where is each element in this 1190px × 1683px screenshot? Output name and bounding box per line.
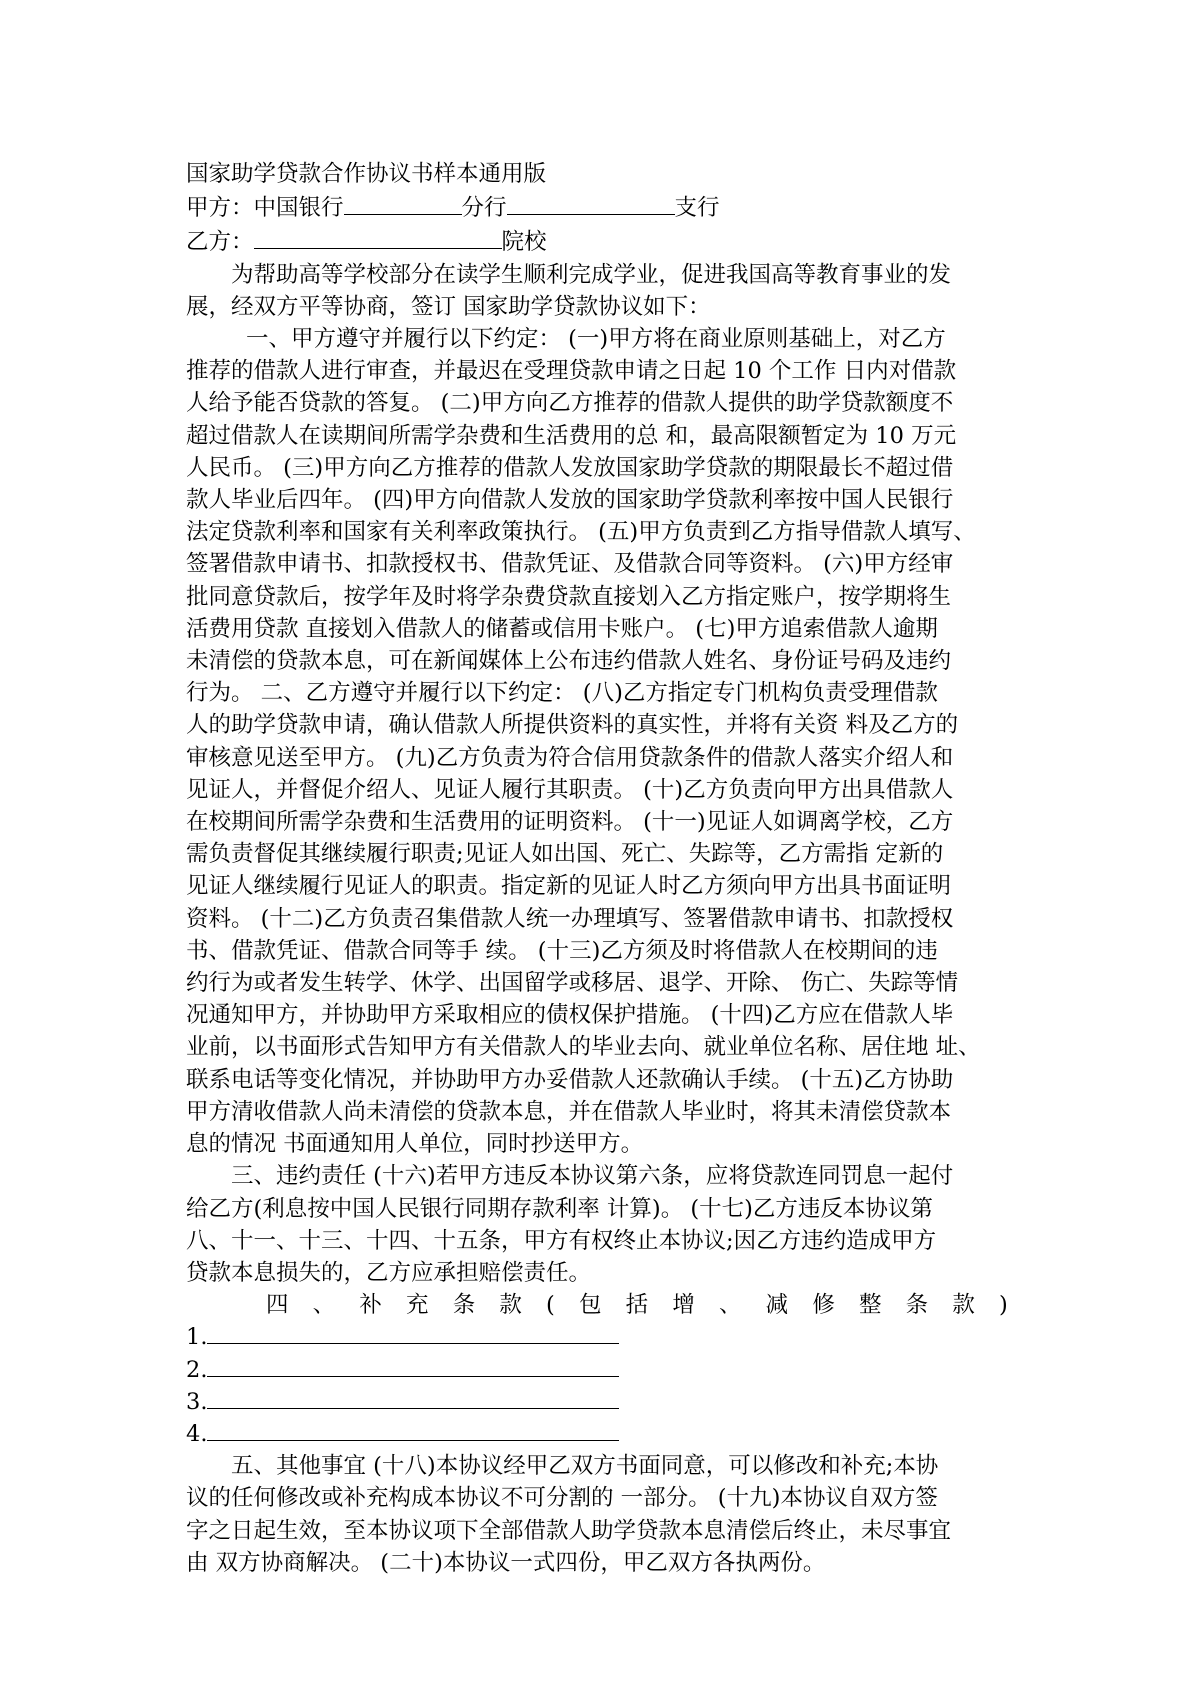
item-blank-line[interactable] xyxy=(207,1418,619,1441)
item-number: 1. xyxy=(186,1324,208,1351)
item-number: 4. xyxy=(186,1420,208,1447)
heading-char: 增 xyxy=(672,1292,695,1319)
section-1-line: 联系电话等变化情况，并协助甲方办妥借款人还款确认手续。 (十五)乙方协助 xyxy=(186,1066,954,1093)
fill-in-item-2[interactable] xyxy=(186,1354,1016,1386)
heading-char: ) xyxy=(999,1292,1008,1319)
section-1-line: 活费用贷款 直接划入借款人的储蓄或信用卡账户。 (七)甲方追索借款人逾期 xyxy=(186,615,938,642)
heading-char: 修 xyxy=(812,1292,835,1319)
fill-in-item-1[interactable] xyxy=(186,1321,1016,1353)
party-b-label: 乙方： xyxy=(186,229,254,256)
heading-char: ( xyxy=(546,1292,555,1319)
heading-char: 条 xyxy=(905,1292,929,1319)
section-1-line: 批同意贷款后，按学年及时将学杂费贷款直接划入乙方指定账户，按学期将生 xyxy=(186,583,952,610)
section-1-paragraph xyxy=(186,323,1016,1160)
party-b-line xyxy=(186,224,1016,258)
section-1-line: 法定贷款利率和国家有关利率政策执行。 (五)甲方负责到乙方指导借款人填写、 xyxy=(186,519,976,546)
heading-char: 减 xyxy=(765,1292,789,1319)
party-a-line xyxy=(186,190,1016,224)
heading-char: 、 xyxy=(718,1292,742,1319)
section-1-line: 人的助学贷款申请，确认借款人所提供资料的真实性，并将有关资 料及乙方的 xyxy=(186,712,959,739)
school-blank xyxy=(254,224,502,249)
intro-paragraph xyxy=(186,259,1016,323)
section-1-line: 需负责督促其继续履行职责;见证人如出国、死亡、失踪等，乙方需指 定新的 xyxy=(186,841,944,868)
heading-char: 整 xyxy=(859,1292,882,1319)
fill-in-item-4[interactable] xyxy=(186,1418,1016,1450)
document-page xyxy=(186,158,1016,1579)
intro-line: 展，经双方平等协商，签订 国家助学贷款协议如下： xyxy=(186,293,711,320)
subbranch-label: 支行 xyxy=(674,195,720,222)
section-1-line: 甲方清收借款人尚未清偿的贷款本息，并在借款人毕业时，将其未清偿贷款本 xyxy=(186,1098,952,1125)
fill-in-item-3[interactable] xyxy=(186,1386,1016,1418)
section-1-line: 息的情况 书面通知用人单位，同时抄送甲方。 xyxy=(186,1131,644,1158)
document-title: 国家助学贷款合作协议书样本通用版 xyxy=(186,161,547,187)
section-1-line: 一、甲方遵守并履行以下约定： (一)甲方将在商业原则基础上，对乙方 xyxy=(246,326,946,353)
section-3-paragraph xyxy=(186,1160,1016,1289)
heading-char: 包 xyxy=(578,1292,602,1319)
section-1-line: 书、借款凭证、借款合同等手 续。 (十三)乙方须及时将借款人在校期间的违 xyxy=(186,937,938,964)
heading-char: 充 xyxy=(406,1292,429,1319)
section-5-line: 议的任何修改或补充构成本协议不可分割的 一部分。 (十九)本协议自双方签 xyxy=(186,1485,938,1512)
section-1-line: 见证人，并督促介绍人、见证人履行其职责。 (十)乙方负责向甲方出具借款人 xyxy=(186,776,954,803)
section-4-items xyxy=(186,1321,1016,1450)
heading-char: 款 xyxy=(499,1292,522,1319)
section-1-line: 况通知甲方，并协助甲方采取相应的债权保护措施。 (十四)乙方应在借款人毕 xyxy=(186,1002,954,1029)
section-3-line: 给乙方(利息按中国人民银行同期存款利率 计算)。 (十七)乙方违反本协议第 xyxy=(186,1195,933,1222)
section-1-line: 约行为或者发生转学、休学、出国留学或移居、退学、开除、 伤亡、失踪等情 xyxy=(186,970,959,997)
section-5-paragraph xyxy=(186,1450,1016,1579)
item-blank-line[interactable] xyxy=(207,1386,619,1409)
section-3-line: 贷款本息损失的，乙方应承担赔偿责任。 xyxy=(186,1259,592,1286)
party-a-label: 甲方：中国银行 xyxy=(186,195,344,222)
heading-char: 款 xyxy=(952,1292,975,1319)
section-1-line: 业前，以书面形式告知甲方有关借款人的毕业去向、就业单位名称、居住地 址、 xyxy=(186,1034,981,1061)
section-1-line: 在校期间所需学杂费和生活费用的证明资料。 (十一)见证人如调离学校，乙方 xyxy=(186,809,954,836)
school-label: 院校 xyxy=(501,229,547,256)
branch-label: 分行 xyxy=(461,195,507,222)
section-4-heading xyxy=(186,1289,1016,1321)
section-1-line: 未清偿的贷款本息，可在新闻媒体上公布违约借款人姓名、身份证号码及违约 xyxy=(186,648,952,675)
section-3-line: 三、违约责任 (十六)若甲方违反本协议第六条，应将贷款连同罚息一起付 xyxy=(231,1163,954,1190)
section-1-line: 资料。 (十二)乙方负责召集借款人统一办理填写、签署借款申请书、扣款授权 xyxy=(186,905,954,932)
section-1-line: 人民币。 (三)甲方向乙方推荐的借款人发放国家助学贷款的期限最长不超过借 xyxy=(186,454,954,481)
item-number: 3. xyxy=(186,1388,208,1415)
item-blank-line[interactable] xyxy=(207,1321,619,1344)
subbranch-blank xyxy=(507,190,675,215)
section-1-line: 签署借款申请书、扣款授权书、借款凭证、及借款合同等资料。 (六)甲方经审 xyxy=(186,551,954,578)
section-1-line: 见证人继续履行见证人的职责。指定新的见证人时乙方须向甲方出具书面证明 xyxy=(186,873,952,900)
heading-char: 括 xyxy=(625,1292,649,1319)
section-1-line: 推荐的借款人进行审查，并最迟在受理贷款申请之日起 10 个工作 日内对借款 xyxy=(186,358,957,385)
section-1-line: 行为。 二、乙方遵守并履行以下约定： (八)乙方指定专门机构负责受理借款 xyxy=(186,680,938,707)
section-1-line: 审核意见送至甲方。 (九)乙方负责为符合信用贷款条件的借款人落实介绍人和 xyxy=(186,744,954,771)
heading-char: 、 xyxy=(312,1292,336,1319)
intro-line: 为帮助高等学校部分在读学生顺利完成学业，促进我国高等教育事业的发 xyxy=(231,261,952,288)
heading-char: 四 xyxy=(266,1292,289,1319)
heading-char: 补 xyxy=(359,1292,382,1319)
branch-blank xyxy=(344,190,462,215)
section-5-line: 字之日起生效，至本协议项下全部借款人助学贷款本息清偿后终止，未尽事宜 xyxy=(186,1517,952,1544)
item-number: 2. xyxy=(186,1356,208,1383)
section-5-line: 由 双方协商解决。 (二十)本协议一式四份，甲乙双方各执两份。 xyxy=(186,1549,826,1576)
section-5-line: 五、其他事宜 (十八)本协议经甲乙双方书面同意，可以修改和补充;本协 xyxy=(231,1453,939,1480)
heading-char: 条 xyxy=(452,1292,476,1319)
item-blank-line[interactable] xyxy=(207,1354,619,1377)
section-1-line: 款人毕业后四年。 (四)甲方向借款人发放的国家助学贷款利率按中国人民银行 xyxy=(186,487,954,514)
section-1-line: 人给予能否贷款的答复。 (二)甲方向乙方推荐的借款人提供的助学贷款额度不 xyxy=(186,390,954,417)
section-1-line: 超过借款人在读期间所需学杂费和生活费用的总 和，最高限额暂定为 10 万元 xyxy=(186,422,957,449)
section-3-line: 八、十一、十三、十四、十五条，甲方有权终止本协议;因乙方违约造成甲方 xyxy=(186,1227,937,1254)
